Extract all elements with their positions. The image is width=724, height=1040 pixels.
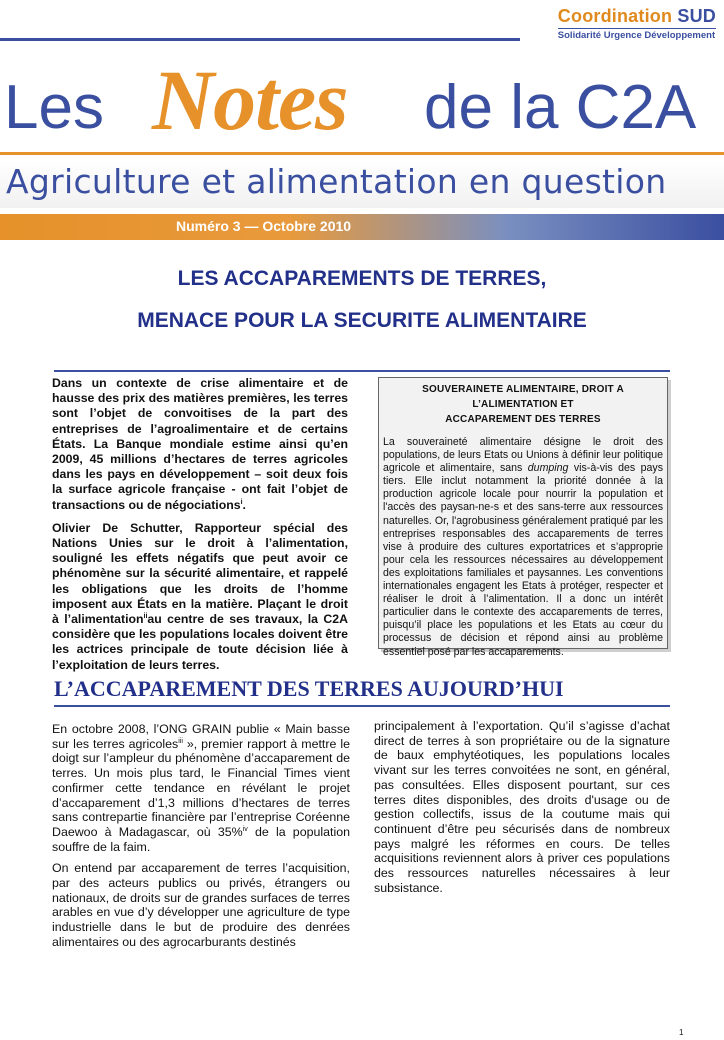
logo-name-part1: Coordination [557,6,678,26]
box-body [383,436,663,659]
section-rule [54,705,670,707]
column-right [374,719,670,902]
coordination-sud-logo [558,6,716,41]
left-p1-a: En octobre 2008, l’ONG GRAIN publie « Main basse sur les terres agricoles [52,722,350,751]
intro-p2-text-b: au centre de ses travaux, la C2A considère que les populations locales doivent être les actrices principale de toute décision liée à l’exploitation de leurs terres. [52,612,348,672]
endnote-ref-i[interactable]: i [240,498,243,506]
box-title [383,382,663,427]
intro-paragraph-1 [52,376,348,513]
title-line-1: LES ACCAPAREMENTS DE TERRES, [177,267,547,290]
intro-summary [52,376,348,681]
column-left [52,722,350,957]
article-title [0,258,724,342]
box-body-emphasis: dumping [527,462,569,475]
definition-box [378,377,668,658]
section-heading: L’ACCAPAREMENT DES TERRES AUJOURD’HUI [54,676,564,701]
intro-p2-text-a: Olivier De Schutter, Rapporteur spécial des Nations Unies sur le droit à l’alimentation, souligné les effets négatifs que peut avoir ce phénomène sur la sécurité alimentaire, et rappelé les obligations que les droits de l’homme imposent aux États en la matière. Plaçant le droit à l’alimentation [52,520,348,627]
right-paragraph-1: principalement à l’exportation. Qu’il s’agisse d’achat direct de terres à son propriétaire ou de la signature de baux emphytéotiques, les populations locales vivant sur les terres convoitées ne sont, en général, pas consultées. Elles disposent pourtant, sur ces terres dites disponibles, des droits d'usage ou de gestion collectifs, issus de la coutume mais qui continuent d’être peu sécurisés dans de nombreux pays malgré les réformes en cours. De telles acquisitions reviennent alors à priver ces populations des ressources naturelles nécessaires à leur subsistance. [374,719,670,895]
left-paragraph-2: On entend par accaparement de terres l’acquisition, par des acteurs publics ou privés, étrangers ou nationaux, de droits sur de grandes surfaces de terres arables en vue d’y développer une agriculture de type industrielle dans le but de produire des denrées alimentaires ou des agrocarburants destinés [52,861,350,949]
left-paragraph-1 [52,722,350,854]
box-body-b: vis-à-vis des pays tiers. Elle inclut notamment la priorité donnée à la production agricole locale pour nourrir la population et l'accès des paysan-ne-s et des sans-terre aux ressources naturelles. Or, l'agrobusiness généralement pratiqué par les entreprises responsables des accaparements de terres vise à produire des cultures exportatrices et s’approprie pour cela les ressources nécessaires au développement des exploitations familiales et paysannes. Les conventions internationales engagent les Etats à protéger, respecter et réaliser le droit à l’alimentation. Il a donc un intérêt particulier dans le contexte des accaparements de terres, puisqu’il place les populations et les Etats au cœur du processus de décision et répond ainsi au problème essentiel posé par les accaparements. [383,462,663,658]
page-number: 1 [679,1028,684,1037]
endnote-ref-iii[interactable]: iii [178,737,183,745]
issue-label: Numéro 3 — Octobre 2010 [176,218,352,234]
logo-name [558,6,716,27]
left-p1-b: », premier rapport à mettre le doigt sur l’ampleur du phénomène d’accaparement de terres. Un mois plus tard, le Financial Times vient confirmer cette tendance en révélant le projet d’accaparement d’1,3 millions d’hectares de terres sans contrepartie financière par l’entreprise Coréenne Daewoo à Madagascar, où 35% [52,736,350,839]
title-line-2: MENACE POUR LA SECURITE ALIMENTAIRE [137,309,587,332]
logo-name-part2: SUD [677,6,716,26]
logo-tagline: Solidarité Urgence Développement [557,30,716,41]
intro-p1-end: . [242,497,246,512]
masthead-de-la-c2a: de la C2A [424,73,697,142]
masthead-notes: Notes [152,52,348,148]
intro-paragraph-2 [52,521,348,673]
box-title-line-2: ACCAPAREMENT DES TERRES [445,414,601,425]
endnote-ref-iv[interactable]: iv [242,825,248,833]
box-body-a: La souveraineté alimentaire désigne le droit des populations, de leurs Etats ou Unions à définir leur politique agricole et alimentaire, sans [383,436,663,475]
series-subtitle: Agriculture et alimentation en question [6,162,667,201]
intro-p1-text: Dans un contexte de crise alimentaire et de hausse des prix des matières premières, les terres sont l’objet de convoitises de la part des entreprises de l’agroalimentaire et de certains États. La Banque mondiale estime ainsi qu’en 2009, 45 millions d’hectares de terres agricoles dans les pays en développement – soit deux fois la surface agricole française - ont fait l’objet de transactions ou de négociations [52,376,348,512]
issue-bar [0,214,724,240]
header-top-rule [0,38,520,41]
title-rule [54,370,670,372]
left-p1-c: de la population souffre de la faim. [52,824,350,854]
box-title-line-1: SOUVERAINETE ALIMENTAIRE, DROIT A L’ALIMENTATION ET [422,384,624,410]
endnote-ref-ii[interactable]: ii [143,612,148,620]
header-orange-rule [0,152,724,155]
masthead [4,52,724,148]
masthead-les: Les [4,73,104,142]
